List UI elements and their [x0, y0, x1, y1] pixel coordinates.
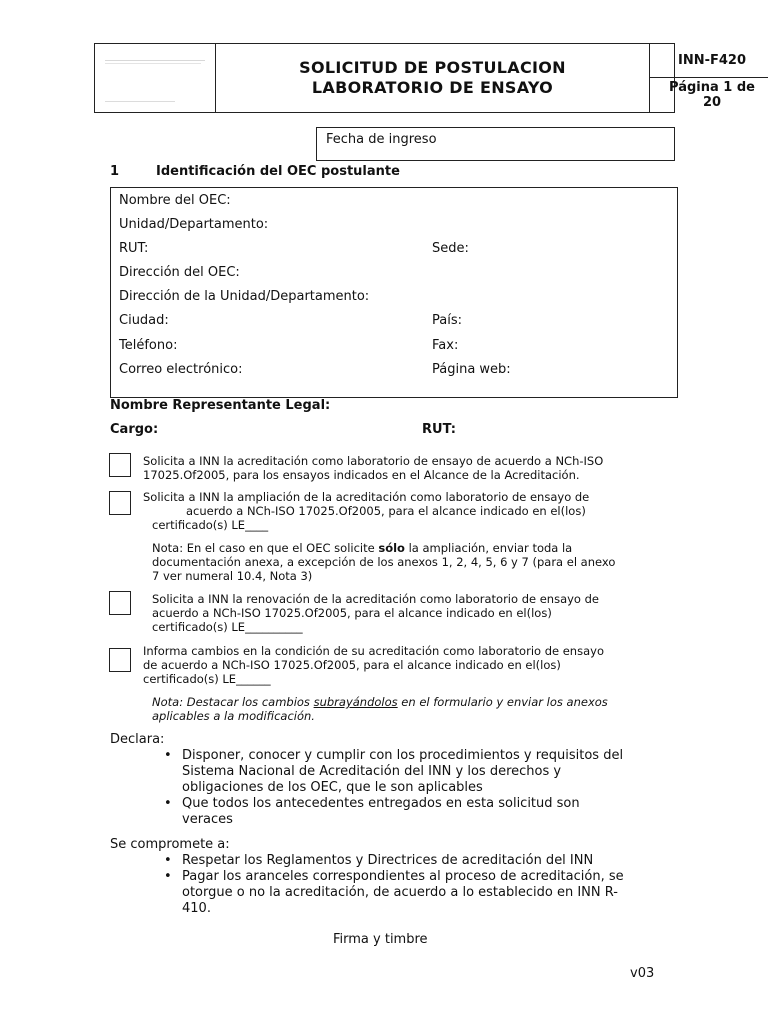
field-telefono[interactable]: Teléfono: [119, 338, 178, 353]
declara-item-1: • Disponer, conocer y cumplir con los procedimientos y requisitos del Sistema Nacional de Acreditación del INN y los derechos y obligaciones de los OEC, que le son aplicables [160, 748, 676, 796]
page-number [650, 78, 768, 112]
version-label: v03 [630, 966, 655, 981]
field-cargo[interactable]: Cargo: [110, 422, 159, 437]
section-1-title: Identificación del OEC postulante [156, 164, 400, 179]
checkbox-acreditacion[interactable] [109, 453, 131, 477]
option-cambios-text: Informa cambios en la condición de su acreditación como laboratorio de ensayo de acuerdo a NCh-ISO 17025.Of2005, para el alcance indicado en el(los) certificado(s) LE______ [143, 644, 604, 686]
field-pagina-web[interactable]: Página web: [432, 362, 511, 377]
field-rut-representante[interactable]: RUT: [422, 422, 456, 437]
field-sede[interactable]: Sede: [432, 241, 469, 256]
declara-label: Declara: [110, 732, 165, 747]
option-acreditacion-text: Solicita a INN la acreditación como laboratorio de ensayo de acuerdo a NCh-ISO 17025.Of2005, para los ensayos indicados en el Alcance de la Acreditación. [143, 454, 604, 482]
doc-code: INN-F420 [650, 44, 768, 78]
checkbox-cambios[interactable] [109, 648, 131, 672]
field-nombre-oec[interactable]: Nombre del OEC: [119, 193, 231, 208]
compromete-list [160, 853, 676, 917]
inn-logo [95, 44, 216, 112]
field-direccion-unidad[interactable]: Dirección de la Unidad/Departamento: [119, 289, 370, 304]
declara-list [160, 748, 676, 828]
section-1-number: 1 [110, 164, 120, 179]
option-ampliacion-text: Solicita a INN la ampliación de la acreditación como laboratorio de ensayo de acuerdo a NCh-ISO 17025.Of2005, para el alcance indicado en el(los) certificado(s) LE____ [143, 490, 590, 532]
field-ciudad[interactable]: Ciudad: [119, 313, 169, 328]
fecha-ingreso-label: Fecha de ingreso [326, 132, 437, 147]
firma-timbre: Firma y timbre [333, 932, 428, 947]
form-title [216, 44, 650, 112]
checkbox-ampliacion[interactable] [109, 491, 131, 515]
note-ampliacion: Nota: En el caso en que el OEC solicite sólo la ampliación, enviar toda la documentación anexa, a excepción de los anexos 1, 2, 4, 5, 6 y 7 (para el anexo 7 ver numeral 10.4, Nota 3) [152, 541, 616, 583]
compromete-item-2: • Pagar los aranceles correspondientes al proceso de acreditación, se otorgue o no la acreditación, de acuerdo a lo establecido en INN R- 410. [160, 869, 676, 917]
page-label: Página 1 de [669, 80, 755, 95]
field-direccion[interactable]: Dirección del OEC: [119, 265, 240, 280]
field-correo[interactable]: Correo electrónico: [119, 362, 243, 377]
page-total: 20 [702, 95, 722, 110]
checkbox-renovacion[interactable] [109, 591, 131, 615]
declara-item-2: • Que todos los antecedentes entregados en esta solicitud son veraces [160, 796, 676, 828]
fecha-ingreso-field[interactable] [316, 127, 675, 161]
option-renovacion-text: Solicita a INN la renovación de la acreditación como laboratorio de ensayo de acuerdo a NCh-ISO 17025.Of2005, para el alcance indicado en el(los) certificado(s) LE__________ [152, 592, 600, 634]
compromete-label: Se compromete a: [110, 837, 230, 852]
document-header [94, 43, 755, 113]
field-rut[interactable]: RUT: [119, 241, 149, 256]
field-fax[interactable]: Fax: [432, 338, 459, 353]
field-representante-legal[interactable]: Nombre Representante Legal: [110, 398, 331, 413]
field-unidad[interactable]: Unidad/Departamento: [119, 217, 269, 232]
compromete-item-1: • Respetar los Reglamentos y Directrices de acreditación del INN [160, 853, 676, 869]
note-cambios: Nota: Destacar los cambios subrayándolos en el formulario y enviar los anexos aplicables a la modificación. [152, 695, 608, 723]
title-line-1: SOLICITUD DE POSTULACION [299, 58, 566, 77]
title-line-2: LABORATORIO DE ENSAYO [311, 78, 554, 97]
field-pais[interactable]: País: [432, 313, 462, 328]
